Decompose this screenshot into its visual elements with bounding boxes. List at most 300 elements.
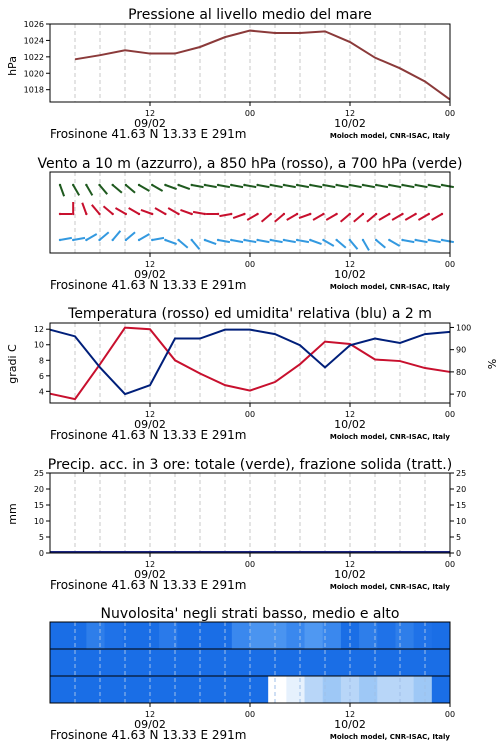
clouds-title: Nuvolosita' negli strati basso, medio e alto bbox=[100, 606, 400, 622]
y-tick-label: 5 bbox=[456, 533, 462, 542]
cloud-cell bbox=[250, 622, 269, 649]
wind-barb bbox=[85, 184, 92, 196]
cloud-cell bbox=[432, 649, 451, 676]
cloud-cell bbox=[323, 622, 342, 649]
barb-shaft bbox=[389, 185, 401, 187]
barb-shaft bbox=[402, 185, 414, 187]
x-tick-label: 12 bbox=[144, 109, 156, 118]
barb-shaft bbox=[82, 203, 86, 214]
cloud-cell bbox=[195, 676, 214, 703]
cloud-cell bbox=[395, 649, 414, 676]
wind-barb bbox=[388, 239, 400, 246]
barb-shaft bbox=[103, 206, 112, 214]
wind-barb bbox=[256, 184, 269, 187]
barb-base bbox=[270, 184, 272, 186]
wind-barb bbox=[388, 184, 401, 187]
barb-shaft bbox=[350, 240, 358, 249]
x-tick-label: 12 bbox=[344, 410, 356, 419]
wind-barb bbox=[309, 184, 322, 187]
barb-shaft bbox=[233, 214, 244, 218]
date-label: 09/02 bbox=[134, 568, 166, 581]
barb-shaft bbox=[205, 185, 217, 187]
cloud-cell bbox=[250, 676, 269, 703]
barb-shaft bbox=[218, 240, 230, 242]
barb-shaft bbox=[432, 214, 442, 220]
barb-base bbox=[335, 213, 337, 215]
x-tick-label: 00 bbox=[444, 260, 456, 269]
cloud-cell bbox=[86, 676, 105, 703]
barb-shaft bbox=[192, 185, 204, 187]
barb-base bbox=[309, 184, 311, 186]
barb-base bbox=[111, 239, 113, 241]
barb-shaft bbox=[219, 214, 231, 216]
y-tick-label: 15 bbox=[456, 501, 467, 510]
wind-barb bbox=[72, 238, 85, 241]
wind-barb bbox=[296, 239, 309, 242]
barb-shaft bbox=[129, 208, 139, 214]
barb-shaft bbox=[392, 214, 402, 220]
barb-shaft bbox=[271, 185, 283, 187]
barb-base bbox=[164, 239, 166, 241]
cloud-cell bbox=[86, 649, 105, 676]
y-tick-label: 20 bbox=[33, 485, 44, 494]
barb-base bbox=[72, 184, 74, 186]
barb-base bbox=[217, 184, 219, 186]
cloud-cell bbox=[123, 649, 142, 676]
barb-base bbox=[98, 184, 100, 186]
barb-base bbox=[335, 184, 337, 186]
wind-barb bbox=[299, 213, 311, 218]
wind-barb bbox=[129, 208, 141, 215]
barb-base bbox=[138, 184, 140, 186]
barb-shaft bbox=[402, 240, 414, 242]
cloud-cell bbox=[305, 649, 324, 676]
cloud-cell bbox=[286, 676, 305, 703]
cloud-cell bbox=[232, 622, 251, 649]
location-label: Frosinone 41.63 N 13.33 E 291m bbox=[50, 578, 247, 592]
wind-barb bbox=[283, 184, 296, 187]
cloud-cell bbox=[232, 676, 251, 703]
date-label: 10/02 bbox=[334, 117, 366, 130]
y-tick-label: 90 bbox=[456, 345, 467, 355]
wind-barb bbox=[177, 184, 189, 189]
barb-base bbox=[441, 184, 443, 186]
wind-barb bbox=[111, 184, 121, 193]
barb-base bbox=[177, 184, 179, 186]
barb-shaft bbox=[429, 185, 441, 187]
y-tick-label: 6 bbox=[38, 371, 44, 381]
wind-barb bbox=[217, 239, 230, 242]
y-tick-label: 4 bbox=[38, 387, 44, 397]
wind-barb bbox=[441, 239, 454, 242]
cloud-cell bbox=[232, 649, 251, 676]
cloud-cell bbox=[68, 676, 87, 703]
barb-shaft bbox=[376, 240, 385, 248]
wind-barb bbox=[155, 208, 167, 215]
y-tick-label: 100 bbox=[456, 323, 472, 333]
barb-shaft bbox=[100, 232, 109, 240]
wind-barb bbox=[82, 203, 87, 215]
y-tick-label: 10 bbox=[33, 517, 44, 526]
model-credit: Moloch model, CNR-ISAC, Italy bbox=[329, 283, 450, 291]
barb-base bbox=[59, 184, 61, 186]
cloud-cell bbox=[105, 676, 124, 703]
barb-shaft bbox=[193, 212, 205, 214]
y-tick-label: 8 bbox=[38, 356, 44, 366]
barb-base bbox=[309, 239, 311, 241]
barb-base bbox=[204, 239, 206, 241]
date-label: 09/02 bbox=[134, 718, 166, 731]
x-tick-label: 12 bbox=[144, 560, 156, 569]
barb-shaft bbox=[376, 185, 388, 187]
barb-shaft bbox=[297, 185, 309, 187]
barb-base bbox=[414, 184, 416, 186]
barb-base bbox=[388, 239, 390, 241]
pressure-panel bbox=[6, 7, 455, 141]
barb-base bbox=[401, 184, 403, 186]
barb-base bbox=[151, 184, 153, 186]
cloud-cell bbox=[286, 649, 305, 676]
pressure-title: Pressione al livello medio del mare bbox=[128, 7, 372, 23]
cloud-cell bbox=[268, 649, 287, 676]
barb-base bbox=[322, 213, 324, 215]
location-label: Frosinone 41.63 N 13.33 E 291m bbox=[50, 428, 247, 442]
barb-shaft bbox=[73, 185, 79, 195]
wind-barb bbox=[275, 213, 285, 222]
barb-base bbox=[59, 239, 61, 241]
cloud-cell bbox=[250, 649, 269, 676]
barb-shaft bbox=[313, 214, 323, 220]
barb-base bbox=[59, 213, 61, 215]
wind-barb bbox=[103, 206, 113, 215]
barb-shaft bbox=[179, 240, 188, 248]
barb-shaft bbox=[152, 185, 162, 191]
wind-panel bbox=[37, 156, 462, 292]
cloud-cell bbox=[395, 622, 414, 649]
wind-barb bbox=[151, 238, 164, 241]
barb-base bbox=[270, 239, 272, 241]
y-tick-label: 0 bbox=[456, 549, 462, 558]
wind-barb bbox=[428, 239, 441, 242]
barb-base bbox=[217, 239, 219, 241]
barb-base bbox=[72, 213, 74, 215]
barb-shaft bbox=[139, 234, 149, 240]
barb-shaft bbox=[262, 214, 271, 222]
pressure-ylabel: hPa bbox=[6, 56, 19, 76]
barb-shaft bbox=[179, 185, 190, 189]
location-label: Frosinone 41.63 N 13.33 E 291m bbox=[50, 728, 247, 742]
y-tick-label: 1026 bbox=[23, 20, 44, 29]
barb-shaft bbox=[139, 185, 149, 191]
wind-barb bbox=[164, 239, 176, 244]
barb-shaft bbox=[337, 185, 349, 187]
barb-shaft bbox=[180, 210, 191, 214]
y-tick-label: 25 bbox=[456, 469, 467, 478]
x-tick-label: 00 bbox=[444, 410, 456, 419]
barb-base bbox=[243, 184, 245, 186]
barb-base bbox=[243, 239, 245, 241]
wind-barb bbox=[262, 213, 272, 222]
cloud-cell bbox=[268, 676, 287, 703]
barb-base bbox=[204, 213, 206, 215]
wind-barb bbox=[125, 184, 135, 193]
model-credit: Moloch model, CNR-ISAC, Italy bbox=[329, 433, 450, 441]
barb-shaft bbox=[60, 185, 64, 196]
barb-base bbox=[414, 239, 416, 241]
precipitation-frame bbox=[50, 473, 450, 553]
wind-barb bbox=[247, 213, 259, 220]
barb-base bbox=[151, 239, 153, 241]
wind-barb bbox=[59, 238, 72, 241]
barb-base bbox=[270, 213, 272, 215]
barb-base bbox=[138, 239, 140, 241]
wind-barb bbox=[375, 184, 388, 187]
pressure-line bbox=[75, 31, 450, 100]
wind-barb bbox=[322, 239, 334, 246]
x-tick-label: 00 bbox=[244, 560, 256, 569]
barb-shaft bbox=[192, 240, 200, 249]
x-tick-label: 00 bbox=[444, 710, 456, 719]
wind-title: Vento a 10 m (azzurro), a 850 hPa (rosso), a 700 hPa (verde) bbox=[37, 156, 463, 172]
wind-barb bbox=[230, 184, 243, 187]
wind-barb bbox=[379, 213, 391, 220]
barb-base bbox=[401, 239, 403, 241]
wind-barb bbox=[309, 239, 321, 244]
temperature-panel bbox=[6, 306, 498, 442]
precipitation-panel bbox=[6, 457, 466, 592]
y-tick-label: 1020 bbox=[23, 69, 44, 79]
cloud-cell bbox=[68, 622, 87, 649]
wind-barb bbox=[111, 231, 120, 241]
date-label: 10/02 bbox=[334, 718, 366, 731]
barb-base bbox=[98, 239, 100, 241]
cloud-cell bbox=[414, 649, 433, 676]
barb-shaft bbox=[341, 214, 350, 222]
y-tick-label: 5 bbox=[38, 533, 44, 542]
barb-base bbox=[151, 213, 153, 215]
wind-barb bbox=[204, 239, 216, 244]
date-label: 09/02 bbox=[134, 418, 166, 431]
cloud-cell bbox=[177, 676, 196, 703]
cloud-cell bbox=[377, 676, 396, 703]
wind-barb bbox=[414, 184, 427, 187]
wind-barb bbox=[243, 184, 256, 187]
humidity-ylabel: % bbox=[485, 358, 498, 370]
barb-shaft bbox=[350, 185, 362, 187]
barb-shaft bbox=[126, 232, 135, 240]
wind-barb bbox=[85, 234, 97, 241]
y-tick-label: 1022 bbox=[23, 52, 44, 62]
barb-base bbox=[441, 239, 443, 241]
wind-barb bbox=[418, 213, 430, 220]
cloud-cell bbox=[286, 622, 305, 649]
barb-base bbox=[111, 184, 113, 186]
barb-base bbox=[256, 239, 258, 241]
barb-base bbox=[111, 213, 113, 215]
wind-barb bbox=[392, 213, 404, 220]
barb-base bbox=[414, 213, 416, 215]
barb-base bbox=[230, 213, 232, 215]
barb-base bbox=[322, 184, 324, 186]
barb-base bbox=[177, 213, 179, 215]
barb-base bbox=[296, 184, 298, 186]
cloud-cell bbox=[432, 676, 451, 703]
cloud-cell bbox=[86, 622, 105, 649]
barb-shaft bbox=[155, 208, 165, 214]
wind-barb bbox=[168, 208, 180, 215]
barb-shaft bbox=[113, 185, 122, 193]
barb-base bbox=[85, 213, 87, 215]
wind-barb bbox=[217, 184, 230, 187]
cloud-cell bbox=[50, 676, 69, 703]
wind-barb bbox=[354, 213, 364, 222]
wind-barb bbox=[141, 210, 153, 215]
barb-shaft bbox=[326, 214, 336, 220]
barb-base bbox=[85, 239, 87, 241]
wind-barb bbox=[125, 232, 135, 241]
wind-barb bbox=[322, 184, 335, 187]
y-tick-label: 1018 bbox=[23, 85, 44, 95]
barb-base bbox=[362, 184, 364, 186]
barb-base bbox=[375, 184, 377, 186]
barb-base bbox=[388, 213, 390, 215]
wind-barb bbox=[441, 184, 454, 187]
cloud-cell bbox=[123, 622, 142, 649]
barb-base bbox=[335, 239, 337, 241]
wind-barb bbox=[177, 239, 187, 248]
barb-base bbox=[164, 184, 166, 186]
barb-shaft bbox=[354, 214, 363, 222]
barb-base bbox=[362, 213, 364, 215]
date-label: 09/02 bbox=[134, 117, 166, 130]
temperature-title: Temperatura (rosso) ed umidita' relativa (blu) a 2 m bbox=[68, 306, 432, 322]
barb-shaft bbox=[152, 238, 164, 240]
barb-base bbox=[375, 239, 377, 241]
wind-barb bbox=[204, 184, 217, 187]
wind-barb bbox=[180, 210, 192, 215]
barb-base bbox=[204, 184, 206, 186]
x-tick-label: 00 bbox=[444, 560, 456, 569]
barb-base bbox=[256, 213, 258, 215]
precipitation-title: Precip. acc. in 3 ore: totale (verde), frazione solida (tratt.) bbox=[47, 457, 453, 473]
wind-barb bbox=[72, 184, 79, 196]
barb-base bbox=[349, 184, 351, 186]
barb-shaft bbox=[405, 214, 415, 220]
cloud-cell bbox=[377, 649, 396, 676]
y-tick-label: 15 bbox=[33, 501, 44, 510]
y-tick-label: 25 bbox=[33, 469, 44, 478]
barb-shaft bbox=[271, 240, 283, 242]
wind-barb bbox=[206, 213, 219, 215]
barb-base bbox=[125, 213, 127, 215]
wind-barb bbox=[401, 184, 414, 187]
barb-base bbox=[98, 213, 100, 215]
wind-barb bbox=[362, 184, 375, 187]
y-tick-label: 12 bbox=[33, 325, 44, 335]
y-tick-label: 80 bbox=[456, 367, 467, 377]
wind-barb bbox=[59, 184, 64, 196]
barb-base bbox=[72, 239, 74, 241]
wind-barb bbox=[341, 213, 351, 222]
wind-barb bbox=[219, 213, 232, 216]
wind-barb bbox=[349, 184, 362, 187]
y-tick-label: 0 bbox=[38, 549, 44, 558]
cloud-cell bbox=[414, 622, 433, 649]
barb-shaft bbox=[126, 185, 135, 193]
barb-shaft bbox=[284, 185, 296, 187]
barb-shaft bbox=[113, 231, 121, 240]
barb-shaft bbox=[231, 240, 243, 242]
y-tick-label: 20 bbox=[456, 485, 467, 494]
x-tick-label: 12 bbox=[344, 710, 356, 719]
cloud-cell bbox=[177, 622, 196, 649]
barb-base bbox=[428, 184, 430, 186]
barb-shaft bbox=[244, 185, 256, 187]
barb-base bbox=[296, 213, 298, 215]
cloud-cell bbox=[195, 649, 214, 676]
location-label: Frosinone 41.63 N 13.33 E 291m bbox=[50, 127, 247, 141]
cloud-cell bbox=[50, 622, 69, 649]
cloud-cell bbox=[268, 622, 287, 649]
barb-shaft bbox=[141, 210, 152, 214]
barb-shaft bbox=[258, 185, 270, 187]
wind-barb bbox=[191, 239, 200, 249]
barb-base bbox=[125, 184, 127, 186]
barb-base bbox=[138, 213, 140, 215]
wind-barb bbox=[335, 184, 348, 187]
wind-barb bbox=[191, 184, 204, 187]
barb-shaft bbox=[418, 214, 428, 220]
wind-barb bbox=[138, 184, 150, 191]
wind-barb bbox=[256, 239, 269, 242]
barb-shaft bbox=[337, 240, 346, 248]
wind-barb bbox=[59, 213, 72, 215]
barb-shaft bbox=[363, 185, 375, 187]
barb-shaft bbox=[258, 240, 270, 242]
barb-base bbox=[309, 213, 311, 215]
x-tick-label: 12 bbox=[344, 260, 356, 269]
model-credit: Moloch model, CNR-ISAC, Italy bbox=[329, 132, 450, 140]
barb-base bbox=[283, 213, 285, 215]
wind-barb bbox=[72, 202, 74, 215]
barb-shaft bbox=[363, 240, 369, 250]
barb-shaft bbox=[218, 185, 230, 187]
wind-barb bbox=[270, 184, 283, 187]
precipitation-ylabel: mm bbox=[6, 503, 19, 525]
barb-shaft bbox=[115, 208, 125, 214]
cloud-cell bbox=[50, 649, 69, 676]
y-tick-label: 10 bbox=[456, 517, 467, 526]
x-tick-label: 00 bbox=[244, 410, 256, 419]
barb-shaft bbox=[247, 214, 257, 220]
wind-barb bbox=[428, 184, 441, 187]
cloud-cell bbox=[195, 622, 214, 649]
y-tick-label: 10 bbox=[33, 340, 44, 350]
location-label: Frosinone 41.63 N 13.33 E 291m bbox=[50, 278, 247, 292]
x-tick-label: 00 bbox=[244, 109, 256, 118]
date-label: 09/02 bbox=[134, 268, 166, 281]
barb-base bbox=[256, 184, 258, 186]
wind-barb bbox=[138, 234, 150, 241]
cloud-cell bbox=[323, 676, 342, 703]
date-label: 10/02 bbox=[334, 268, 366, 281]
wind-barb bbox=[151, 184, 163, 191]
wind-barb bbox=[432, 213, 444, 220]
wind-barb bbox=[230, 239, 243, 242]
barb-base bbox=[125, 239, 127, 241]
barb-base bbox=[322, 239, 324, 241]
model-credit: Moloch model, CNR-ISAC, Italy bbox=[329, 583, 450, 591]
